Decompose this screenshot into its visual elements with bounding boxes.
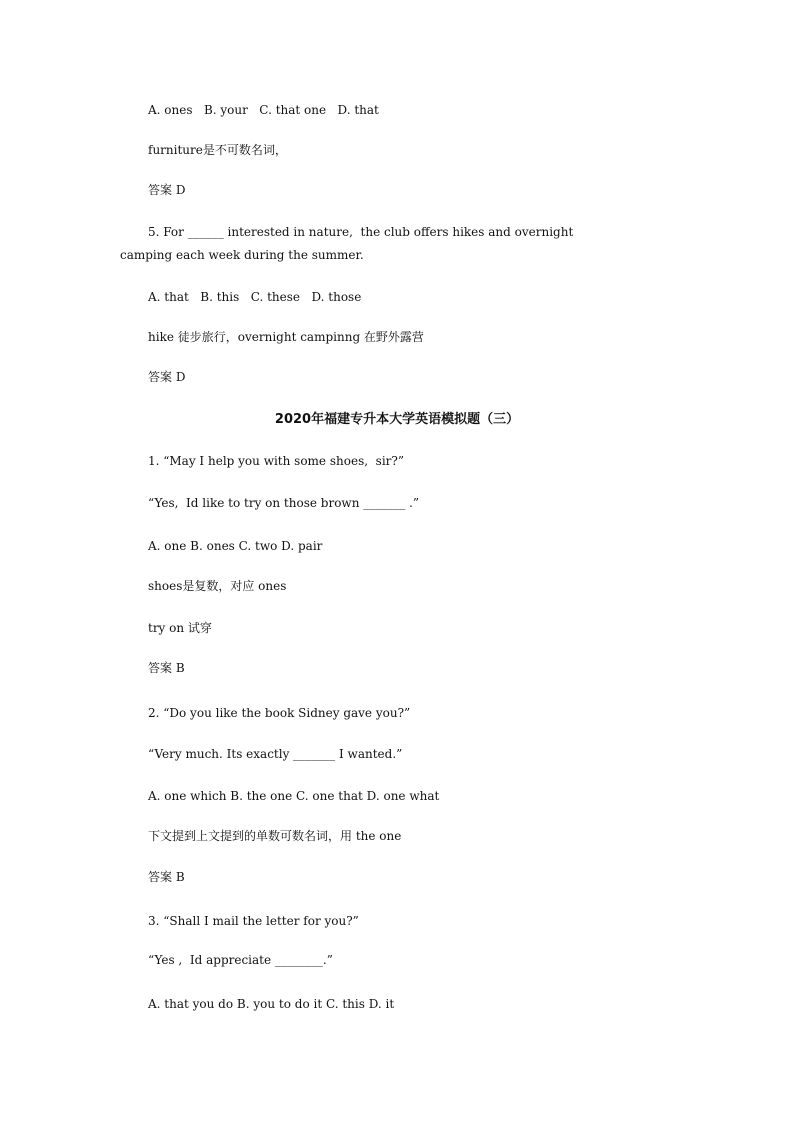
q2-options: A. one which B. the one C. one that D. one what bbox=[148, 789, 440, 803]
q1-reply: “Yes, Id like to try on those brown _______ .” bbox=[148, 496, 420, 510]
q5-line1: 5. For ______ interested in nature, the club offers hikes and overnight bbox=[148, 225, 574, 239]
q2-reply: “Very much. Its exactly _______ I wanted.” bbox=[148, 747, 403, 761]
q1-note-2: try on 试穿 bbox=[148, 621, 212, 635]
q3-question: 3. “Shall I mail the letter for you?” bbox=[148, 914, 359, 928]
q1-options: A. one B. ones C. two D. pair bbox=[148, 539, 323, 553]
section-title: 2020年福建专升本大学英语模拟题（三） bbox=[274, 412, 520, 427]
q1-note: shoes是复数，对应 ones bbox=[148, 579, 287, 593]
q3-options: A. that you do B. you to do it C. this D. it bbox=[148, 997, 395, 1011]
q2-question: 2. “Do you like the book Sidney gave you?” bbox=[148, 706, 411, 720]
q2-answer: 答案 B bbox=[148, 870, 185, 884]
q4-options: A. ones B. your C. that one D. that bbox=[148, 103, 379, 117]
q5-options: A. that B. this C. these D. those bbox=[148, 290, 362, 304]
q5-note: hike 徒步旅行，overnight campinng 在野外露营 bbox=[148, 330, 424, 344]
q4-note: furniture是不可数名词， bbox=[148, 143, 287, 157]
q4-answer: 答案 D bbox=[148, 183, 186, 197]
q3-reply: “Yes , Id appreciate ________.” bbox=[148, 953, 333, 967]
q1-question: 1. “May I help you with some shoes, sir?” bbox=[148, 454, 404, 468]
q5-answer: 答案 D bbox=[148, 370, 186, 384]
q1-answer: 答案 B bbox=[148, 661, 185, 675]
q2-note: 下文提到上文提到的单数可数名词，用 the one bbox=[148, 829, 402, 843]
q5-line2: camping each week during the summer. bbox=[120, 248, 364, 262]
